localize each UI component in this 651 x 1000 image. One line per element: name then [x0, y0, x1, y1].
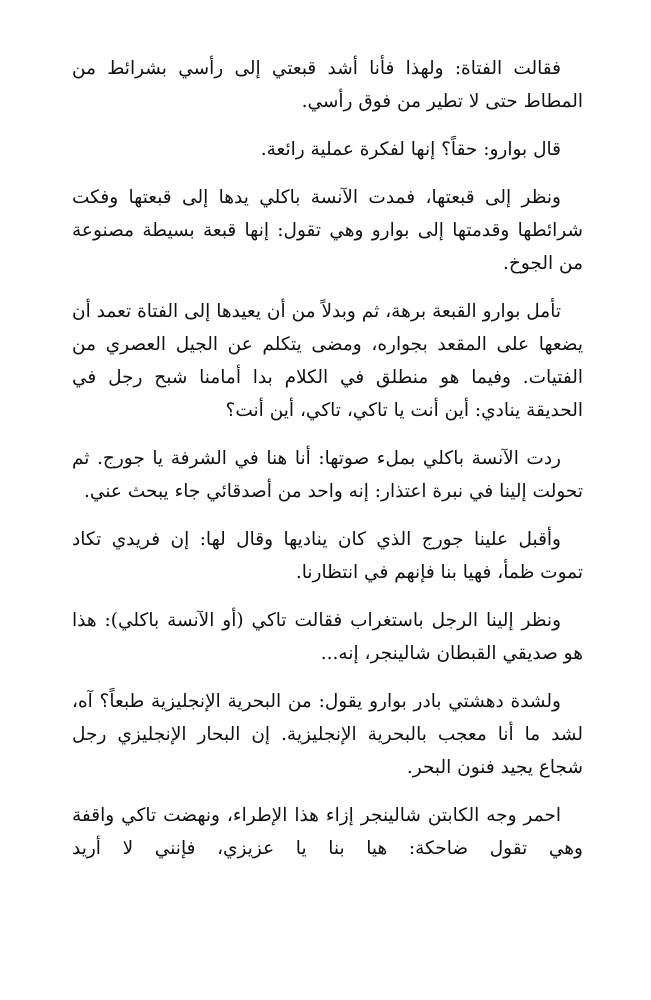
- paragraph-5: ردت الآنسة باكلي بملء صوتها: أنا هنا في الشرفة يا جورج. ثم تحولت إلينا في نبرة اعتذار: إنه واحد من أصدقائي جاء يبحث عني.: [72, 448, 583, 502]
- paragraph-6: وأقبل علينا جورج الذي كان يناديها وقال لها: إن فريدي تكاد تموت ظمأ، فهيا بنا فإنهم في انتظارنا.: [72, 529, 583, 583]
- paragraph-8: ولشدة دهشتي بادر بوارو يقول: من البحرية الإنجليزية طبعاً؟ آه، لشد ما أنا معجب بالبحرية الإنجليزية. إن البحار الإنجليزي رجل شجاع يجيد فنون البحر.: [72, 691, 583, 778]
- paragraph-3: ونظر إلى قبعتها، فمدت الآنسة باكلي يدها إلى قبعتها وفكت شرائطها وقدمتها إلى بوارو وهي تقول: إنها قبعة بسيطة مصنوعة من الجوخ.: [72, 187, 583, 274]
- paragraph-4: تأمل بوارو القبعة برهة، ثم وبدلاً من أن يعيدها إلى الفتاة تعمد أن يضعها على المقعد بجواره، ومضى يتكلم عن الجيل العصري من الفتيات. وفيما هو منطلق في الكلام بدا أمامنا شبح رجل في الحديقة ينادي: أين أنت يا تاكي، تاكي، أين أنت؟: [72, 301, 583, 421]
- paragraph-1: فقالت الفتاة: ولهذا فأنا أشد قبعتي إلى رأسي بشرائط من المطاط حتى لا تطير من فوق رأسي.: [72, 58, 583, 112]
- paragraph-2: قال بوارو: حقاً؟ إنها لفكرة عملية رائعة.: [260, 139, 561, 160]
- paragraph-9: احمر وجه الكابتن شالينجر إزاء هذا الإطراء، ونهضت تاكي واقفة وهي تقول ضاحكة: هيا بنا يا عزيزي، فإنني لا أريد: [72, 805, 583, 859]
- paragraph-7: ونظر إلينا الرجل باستغراب فقالت تاكي (أو الآنسة باكلي): هذا هو صديقي القبطان شالينجر، إنه...: [72, 610, 583, 664]
- book-page: [72, 52, 583, 880]
